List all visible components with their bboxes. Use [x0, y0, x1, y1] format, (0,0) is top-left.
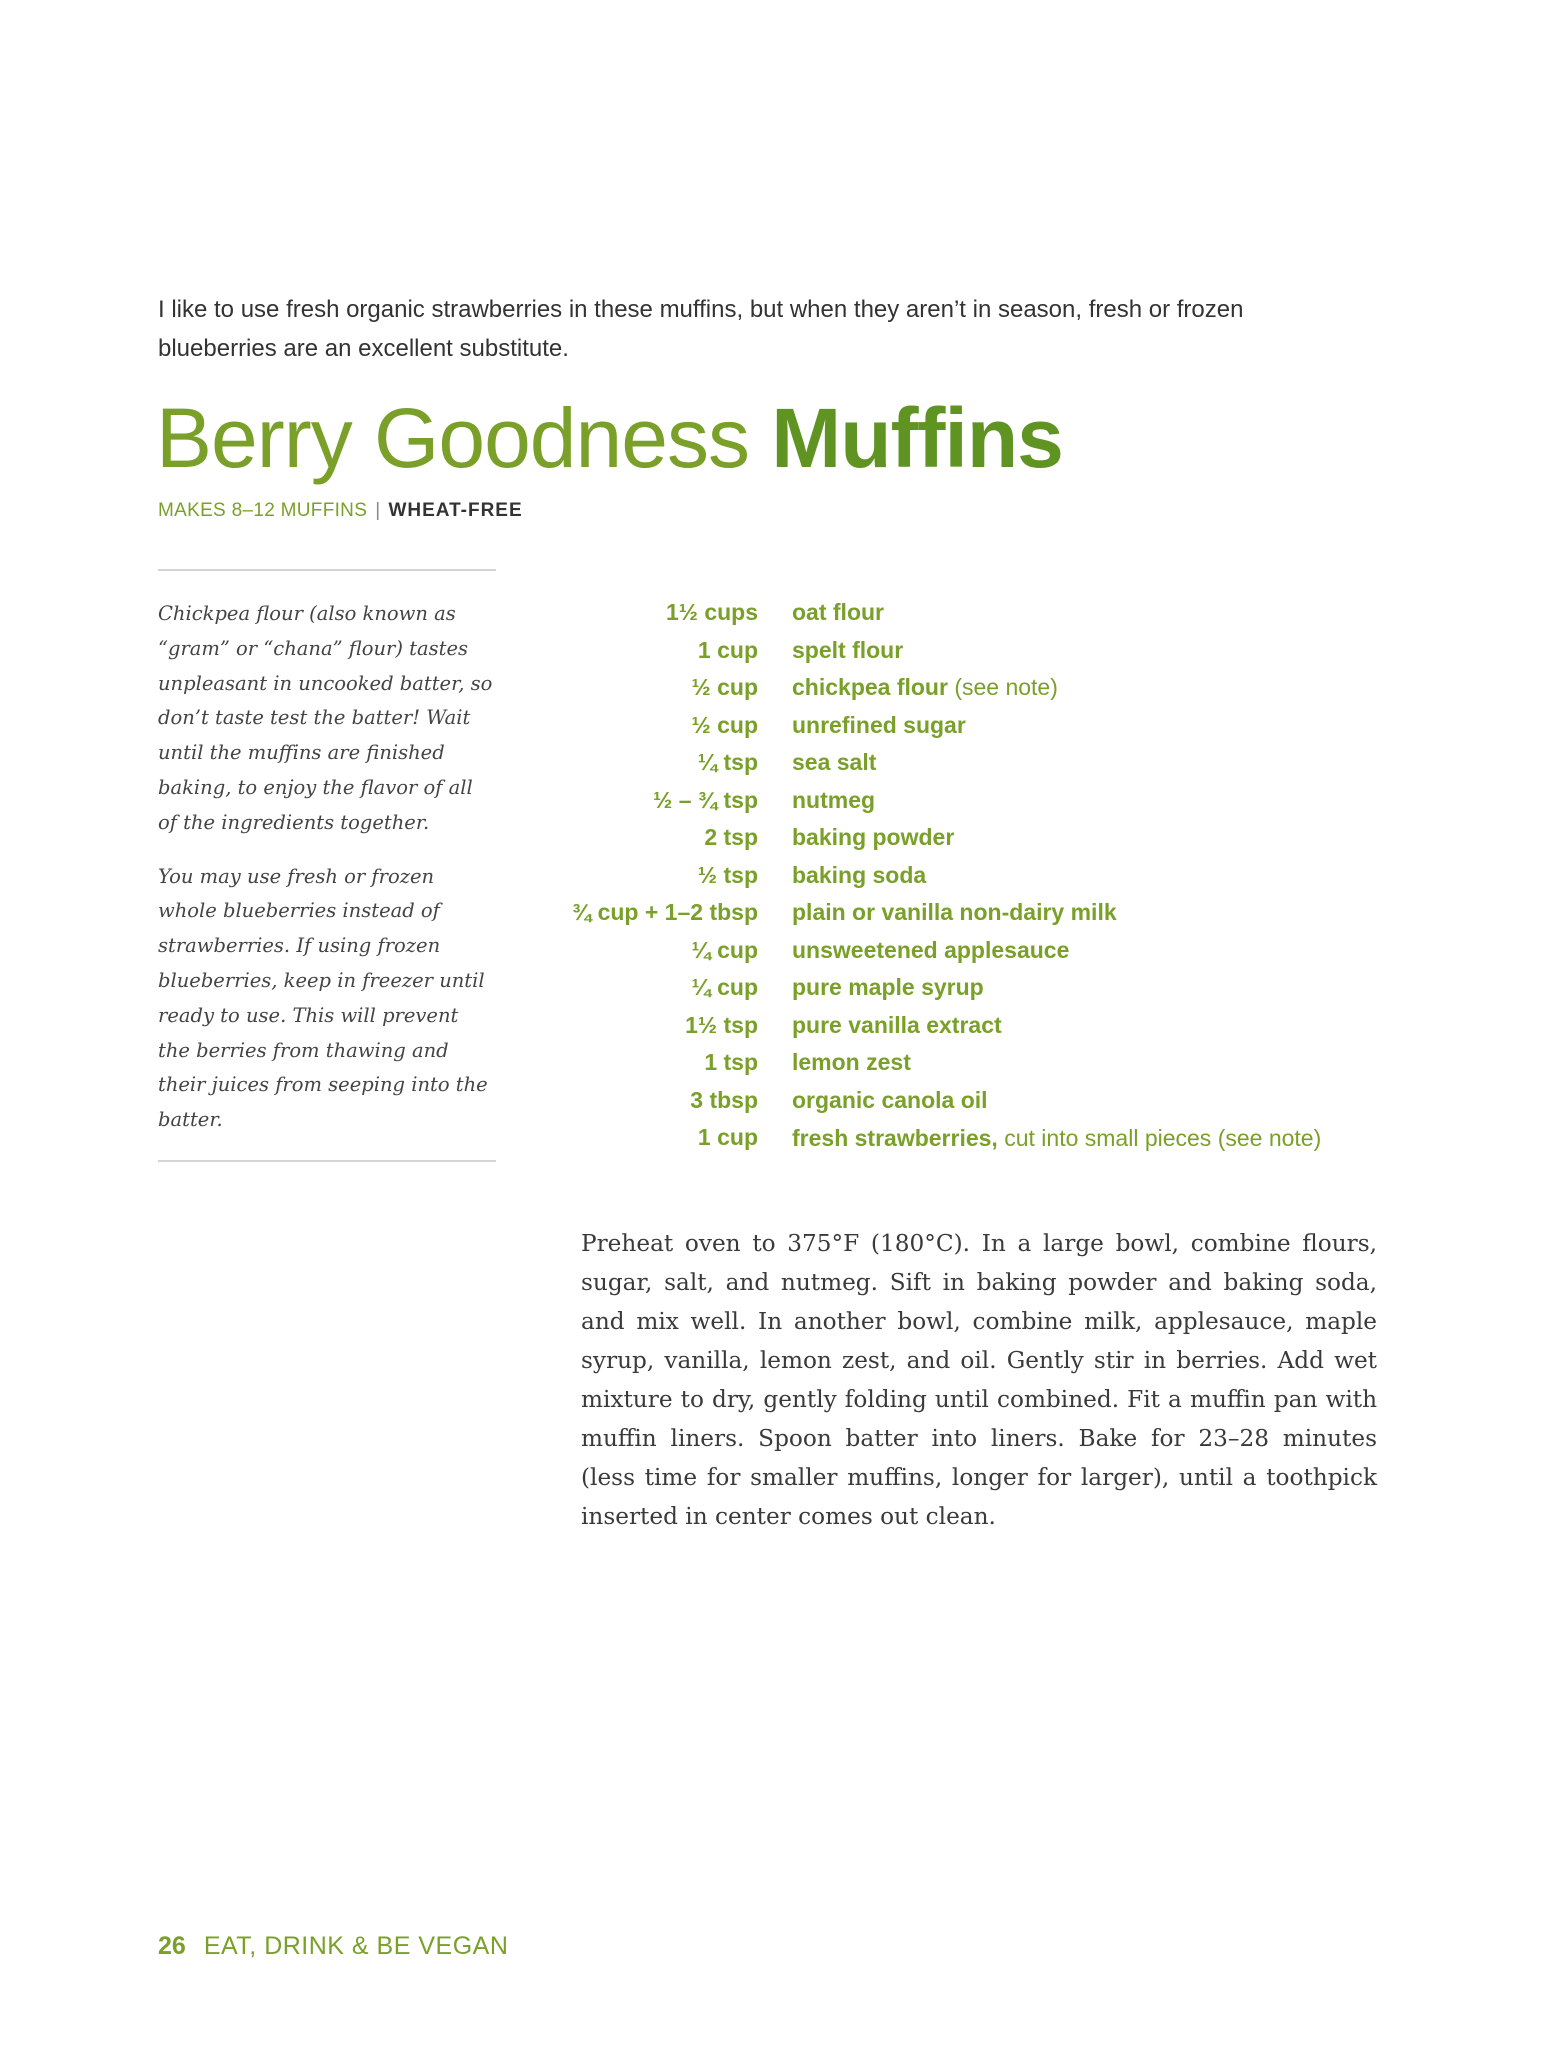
- ingredient-name: fresh strawberries,: [792, 1125, 998, 1151]
- ingredient-description: [792, 1044, 1330, 1082]
- ingredient-row: [570, 969, 1330, 1007]
- ingredient-row: [570, 669, 1330, 707]
- recipe-title: [156, 388, 1063, 488]
- ingredient-name: organic canola oil: [792, 1086, 988, 1113]
- ingredient-name: plain or vanilla non-dairy milk: [792, 899, 1117, 925]
- ingredient-description: [792, 744, 1330, 782]
- recipe-title-light: Berry Goodness: [156, 391, 749, 485]
- ingredient-name: lemon zest: [792, 1049, 911, 1075]
- ingredient-description: [792, 707, 1330, 745]
- ingredient-quantity: ¾ cup + 1–2 tbsp: [572, 899, 758, 925]
- ingredient-row: [570, 894, 1330, 932]
- ingredient-row: [570, 632, 1330, 670]
- book-title: EAT, DRINK & BE VEGAN: [203, 1932, 509, 1960]
- diet-tag: WHEAT-FREE: [388, 500, 523, 521]
- ingredient-row: [570, 707, 1330, 745]
- page-footer: [158, 1932, 508, 1961]
- ingredient-name: sea salt: [792, 749, 877, 775]
- ingredient-name: pure maple syrup: [792, 974, 984, 1000]
- meta-separator: |: [375, 500, 381, 521]
- ingredient-note: cut into small pieces (see note): [997, 1125, 1322, 1151]
- ingredient-description: [792, 1119, 1330, 1152]
- ingredient-quantity: ½ – ¾ tsp: [653, 786, 758, 813]
- ingredient-name: nutmeg: [792, 786, 876, 813]
- ingredient-row: [570, 1082, 1330, 1120]
- ingredient-row: [570, 1119, 1330, 1157]
- recipe-meta: [158, 500, 523, 522]
- ingredient-row: [570, 857, 1330, 895]
- ingredient-quantity: 1½ cups: [665, 599, 758, 625]
- ingredient-description: [792, 857, 1330, 895]
- ingredient-name: unrefined sugar: [792, 711, 966, 738]
- ingredient-quantity: 1 cup: [697, 1124, 758, 1150]
- ingredient-name: pure vanilla extract: [792, 1011, 1002, 1038]
- ingredient-row: [570, 744, 1330, 782]
- ingredient-description: [792, 632, 1330, 670]
- ingredient-quantity: ½ tsp: [697, 861, 758, 888]
- ingredient-quantity: ½ cup: [691, 674, 758, 700]
- page-number: 26: [158, 1932, 186, 1960]
- recipe-title-bold: Muffins: [771, 391, 1063, 485]
- ingredient-name: chickpea flour: [792, 674, 948, 700]
- ingredient-description: [792, 594, 1330, 632]
- ingredient-name: oat flour: [792, 599, 884, 625]
- note-blueberries: You may use fresh or frozen whole blueberries instead of strawberries. If using frozen blueberries, keep in freezer until ready to use. This will prevent the berries from thawing and their juices from seeping into the batter.: [158, 864, 488, 1132]
- ingredient-name: unsweetened applesauce: [792, 936, 1070, 963]
- note-chickpea: Chickpea flour (also known as “gram” or “chana” flour) tastes unpleasant in uncooked batter, so don’t taste test the batter! Wait until the muffins are finished baking, to enjoy the flavor of all of the ingredients together.: [158, 602, 493, 834]
- ingredient-description: [792, 1007, 1330, 1045]
- ingredient-row: [570, 932, 1330, 970]
- ingredient-quantity: 1 tsp: [704, 1049, 758, 1075]
- ingredient-quantity: 2 tsp: [704, 824, 758, 850]
- ingredient-description: [792, 669, 1330, 707]
- ingredient-name: baking powder: [792, 824, 955, 850]
- recipe-yield: MAKES 8–12 MUFFINS: [158, 500, 368, 521]
- sidebar-notes: [158, 569, 496, 1162]
- ingredient-name: baking soda: [792, 861, 927, 888]
- ingredient-quantity: 1 cup: [697, 636, 758, 663]
- ingredient-row: [570, 594, 1330, 632]
- ingredient-row: [570, 782, 1330, 820]
- ingredient-quantity: 1½ tsp: [685, 1011, 758, 1038]
- ingredient-description: [792, 782, 1330, 820]
- ingredient-description: [792, 932, 1330, 970]
- ingredient-description: [792, 819, 1330, 857]
- ingredient-row: [570, 819, 1330, 857]
- ingredient-description: [792, 1082, 1330, 1120]
- ingredient-description: [792, 894, 1330, 932]
- ingredient-row: [570, 1007, 1330, 1045]
- ingredient-quantity: ½ cup: [691, 711, 758, 738]
- ingredient-quantity: ¼ cup: [691, 974, 758, 1000]
- ingredient-row: [570, 1044, 1330, 1082]
- ingredient-quantity: 3 tbsp: [690, 1086, 758, 1113]
- ingredient-quantity: ¼ cup: [691, 936, 758, 963]
- intro-paragraph: I like to use fresh organic strawberries in these muffins, but when they aren’t in season, fresh or frozen blueberries are an excellent substitute.: [158, 296, 1244, 362]
- ingredient-note: (see note): [947, 674, 1058, 700]
- method-paragraph: Preheat oven to 375°F (180°C). In a large bowl, combine flours, sugar, salt, and nutmeg. Sift in baking powder and baking soda, and mix well. In another bowl, combine milk, applesauce, maple syrup, vanilla, lemon zest, and oil. Gently stir in berries. Add wet mixture to dry, gently folding until combined. Fit a muffin pan with muffin liners. Spoon batter into liners. Bake for 23–28 minutes (less time for smaller muffins, longer for larger), until a toothpick inserted in center comes out clean.: [581, 1230, 1377, 1530]
- ingredient-list: [570, 594, 1330, 1157]
- ingredient-name: spelt flour: [792, 636, 904, 663]
- ingredient-description: [792, 969, 1330, 1007]
- ingredient-quantity: ¼ tsp: [697, 749, 758, 775]
